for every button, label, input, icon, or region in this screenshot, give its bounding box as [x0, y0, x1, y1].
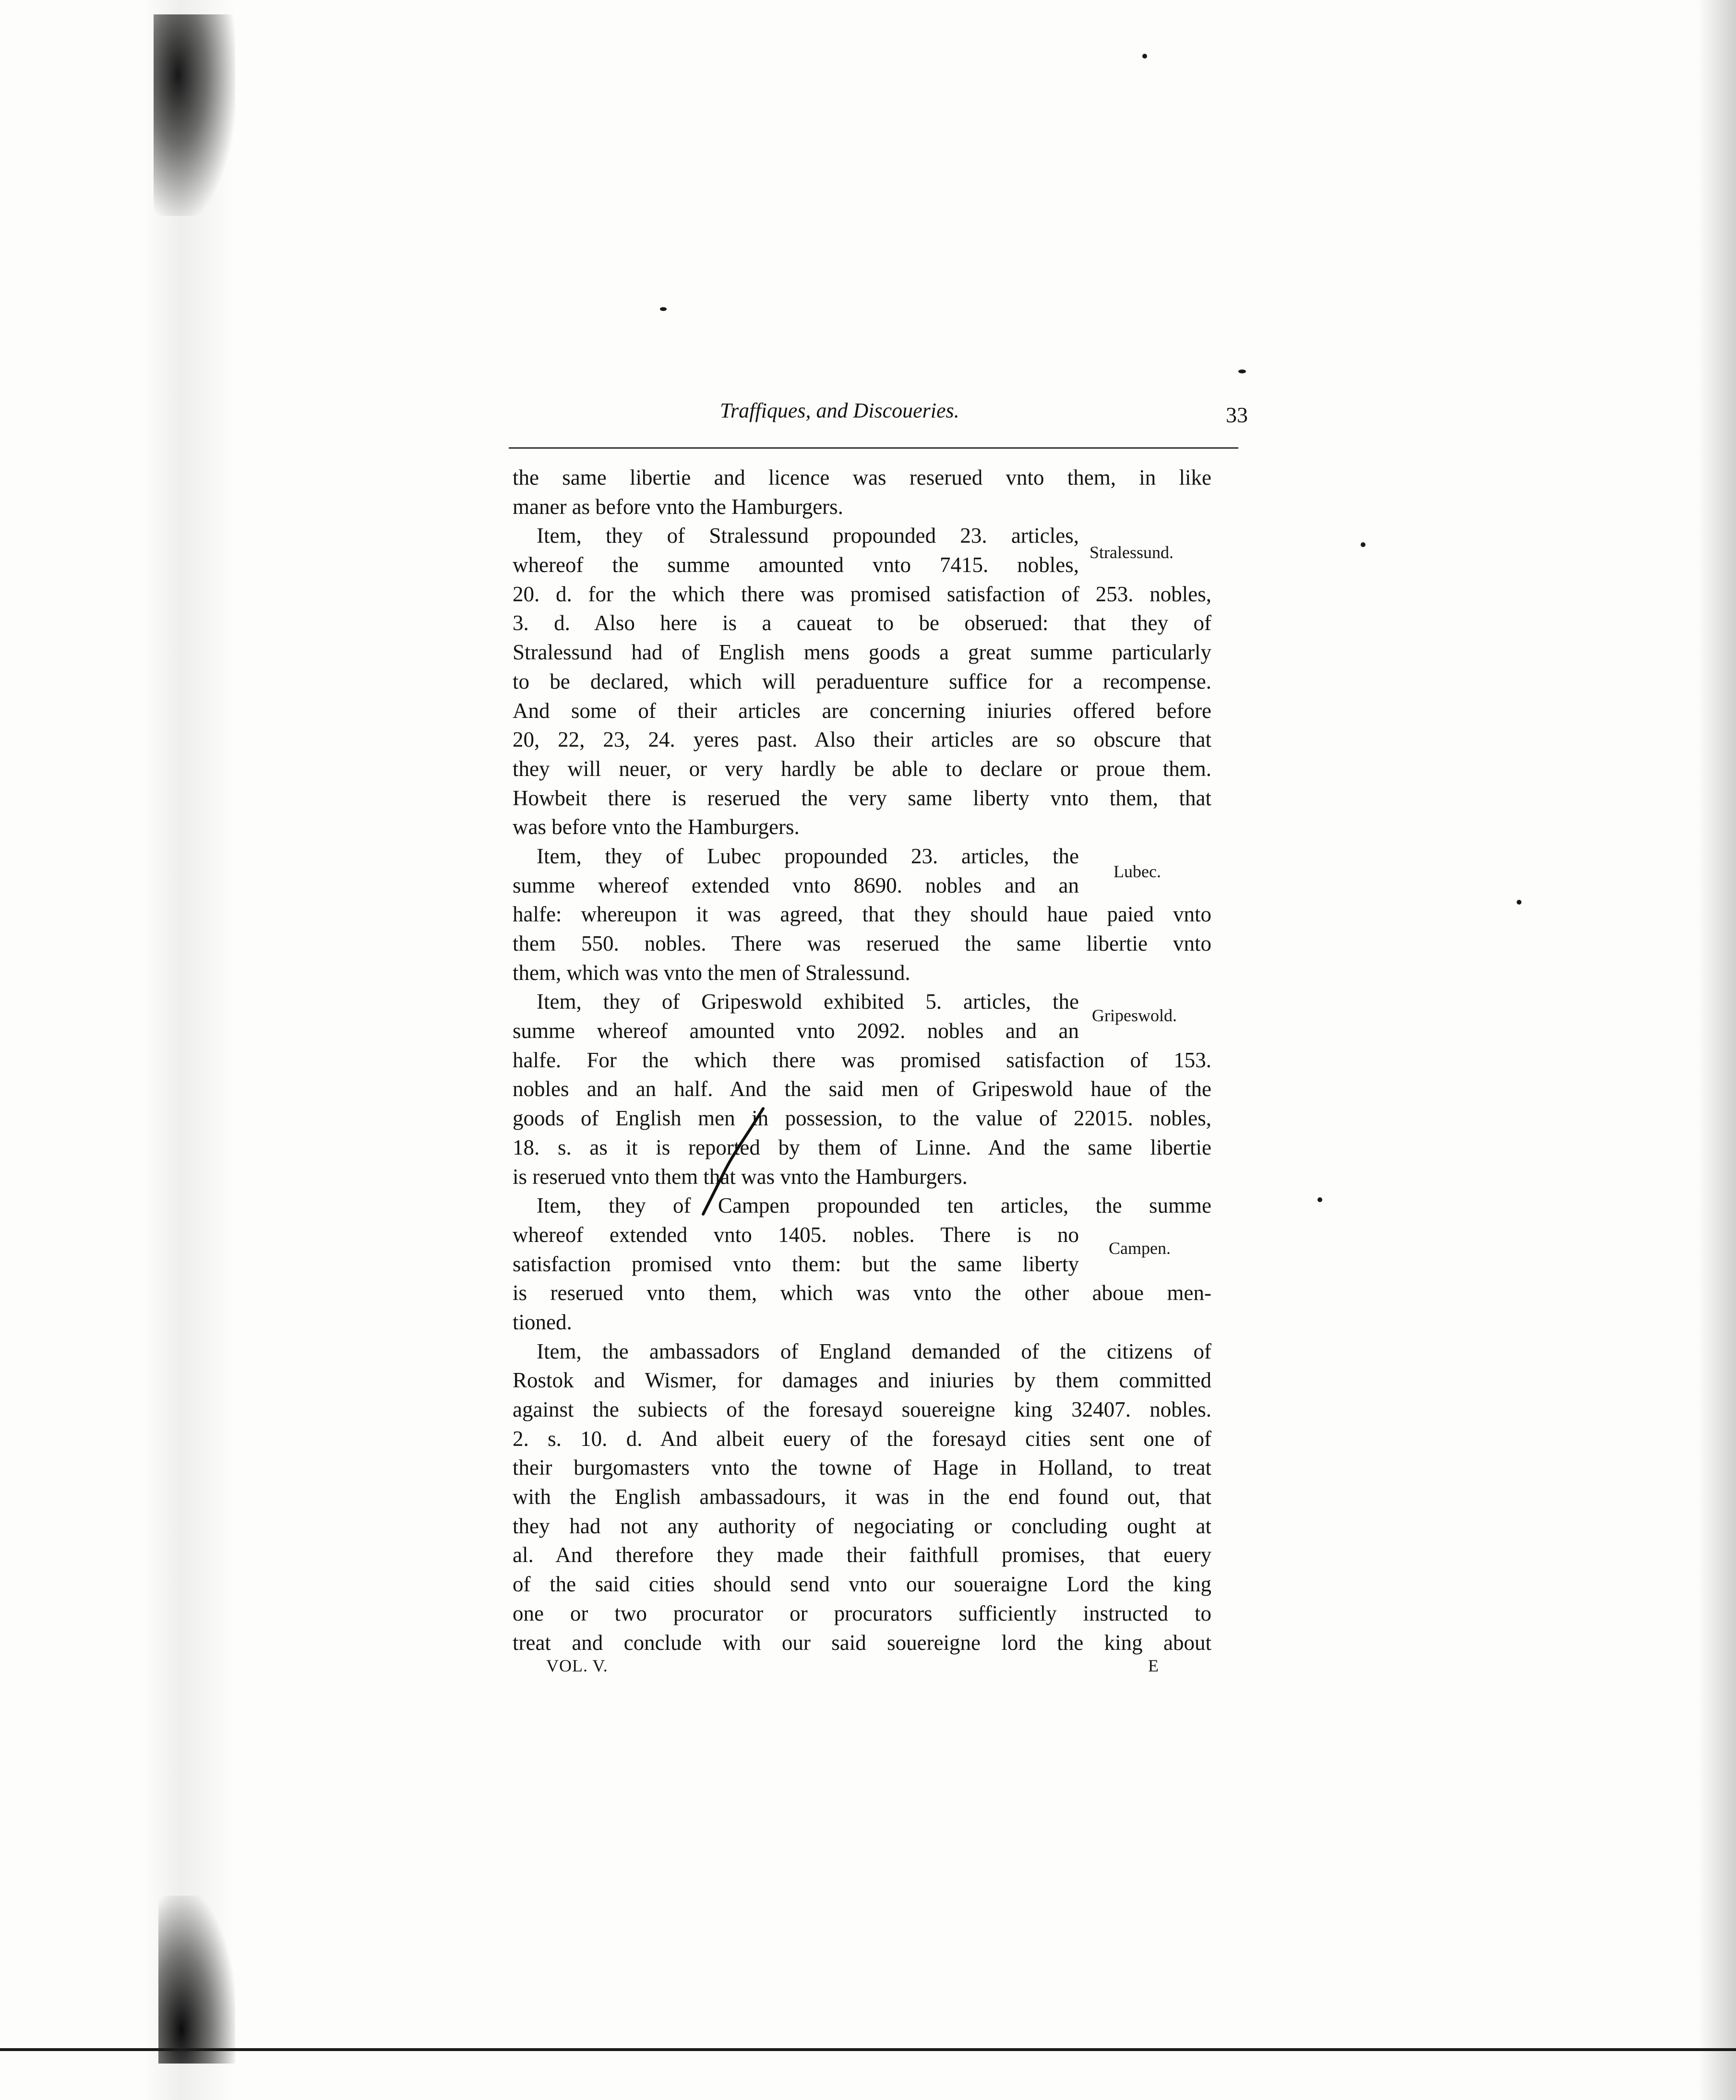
text-line: with the English ambassadours, it was in the end found out, that [513, 1485, 1211, 1509]
pen-stroke-mark [691, 1099, 782, 1219]
scan-speck [1517, 900, 1521, 905]
page-bottom-edge [0, 2048, 1736, 2051]
page-footer [513, 1656, 1211, 1680]
text-line: Item, the ambassadors of England demanded of the citizens of [537, 1339, 1211, 1363]
side-note-lubec: Lubec. [1113, 862, 1161, 881]
text-line: nobles and an half. And the said men of Gripeswold haue of the [513, 1077, 1211, 1101]
text-line: is reserued vnto them, which was vnto the other aboue men- [513, 1281, 1211, 1305]
text-line: Item, they of Gripeswold exhibited 5. articles, the [537, 990, 1079, 1014]
page-edge-shadow [1698, 0, 1736, 2100]
scan-speck [1361, 542, 1365, 547]
signature-mark: E [1148, 1656, 1159, 1675]
text-line: them 550. nobles. There was reserued the same libertie vnto [513, 931, 1211, 955]
running-head [509, 398, 1248, 437]
text-line: they will neuer, or very hardly be able to declare or proue them. [513, 756, 1211, 781]
text-line: Rostok and Wismer, for damages and iniuries by them committed [513, 1368, 1211, 1393]
text-line: Howbeit there is reserued the very same liberty vnto them, that [513, 786, 1211, 810]
text-line: Item, they of Stralessund propounded 23. articles, [537, 524, 1079, 548]
text-line: against the subiects of the foresayd souereigne king 32407. nobles. [513, 1397, 1211, 1421]
text-line: is reserued vnto them that was vnto the Hamburgers. [513, 1164, 968, 1189]
text-line: 20, 22, 23, 24. yeres past. Also their articles are so obscure that [513, 728, 1211, 752]
text-line: summe whereof amounted vnto 2092. nobles and an [513, 1019, 1079, 1043]
text-line: Item, they of Lubec propounded 23. articles, the [537, 844, 1079, 868]
text-line: 2. s. 10. d. And albeit euery of the foresayd cities sent one of [513, 1426, 1211, 1451]
text-line: summe whereof extended vnto 8690. nobles and an [513, 873, 1079, 897]
text-line: halfe. For the which there was promised satisfaction of 153. [513, 1048, 1211, 1072]
text-line: the same libertie and licence was reserued vnto them, in like [513, 465, 1211, 489]
text-line: halfe: whereupon it was agreed, that they should haue paied vnto [513, 902, 1211, 927]
volume-label: VOL. V. [546, 1656, 608, 1675]
text-line: of the said cities should send vnto our soueraigne Lord the king [513, 1572, 1211, 1597]
text-line: maner as before vnto the Hamburgers. [513, 494, 843, 519]
text-line: tioned. [513, 1310, 572, 1334]
text-line: their burgomasters vnto the towne of Hage in Holland, to treat [513, 1456, 1211, 1480]
header-rule [509, 447, 1238, 449]
side-note-gripeswold: Gripeswold. [1092, 1006, 1177, 1025]
text-line: satisfaction promised vnto them: but the same liberty [513, 1252, 1079, 1276]
scan-speck [660, 307, 667, 311]
text-line: 20. d. for the which there was promised satisfaction of 253. nobles, [513, 582, 1211, 606]
text-line: treat and conclude with our said souereigne lord the king about [513, 1630, 1211, 1655]
body-text [513, 463, 1211, 1657]
text-line: one or two procurator or procurators sufficiently instructed to [513, 1601, 1211, 1625]
text-line: was before vnto the Hamburgers. [513, 815, 800, 839]
text-line: whereof extended vnto 1405. nobles. There is no [513, 1222, 1079, 1247]
text-line: goods of English men in possession, to the value of 22015. nobles, [513, 1106, 1211, 1131]
scan-smudge-top [154, 14, 235, 216]
page-number: 33 [1226, 403, 1248, 427]
side-note-campen: Campen. [1109, 1239, 1171, 1258]
binding-gutter-shadow [144, 0, 235, 2100]
text-line: them, which was vnto the men of Stralessund. [513, 960, 910, 985]
scan-speck [1317, 1197, 1322, 1202]
text-line: they had not any authority of negociating or concluding ought at [513, 1514, 1211, 1538]
running-title: Traffiques, and Discoueries. [720, 399, 959, 422]
text-line: And some of their articles are concerning iniuries offered before [513, 698, 1211, 723]
text-line: 18. s. as it is reported by them of Linne. And the same libertie [513, 1135, 1211, 1159]
scan-smudge-bottom [158, 1896, 235, 2064]
text-line: al. And therefore they made their faithfull promises, that euery [513, 1543, 1211, 1567]
text-line: to be declared, which will peraduenture suffice for a recompense. [513, 669, 1211, 693]
scan-speck [1238, 370, 1246, 373]
side-note-stralessund: Stralessund. [1089, 543, 1173, 562]
text-line: 3. d. Also here is a caueat to be obserued: that they of [513, 611, 1211, 635]
text-line: whereof the summe amounted vnto 7415. nobles, [513, 553, 1079, 577]
text-line: Item, they of Campen propounded ten articles, the summe [537, 1193, 1211, 1218]
scan-speck [1142, 54, 1147, 59]
text-line: Stralessund had of English mens goods a great summe particularly [513, 640, 1211, 665]
